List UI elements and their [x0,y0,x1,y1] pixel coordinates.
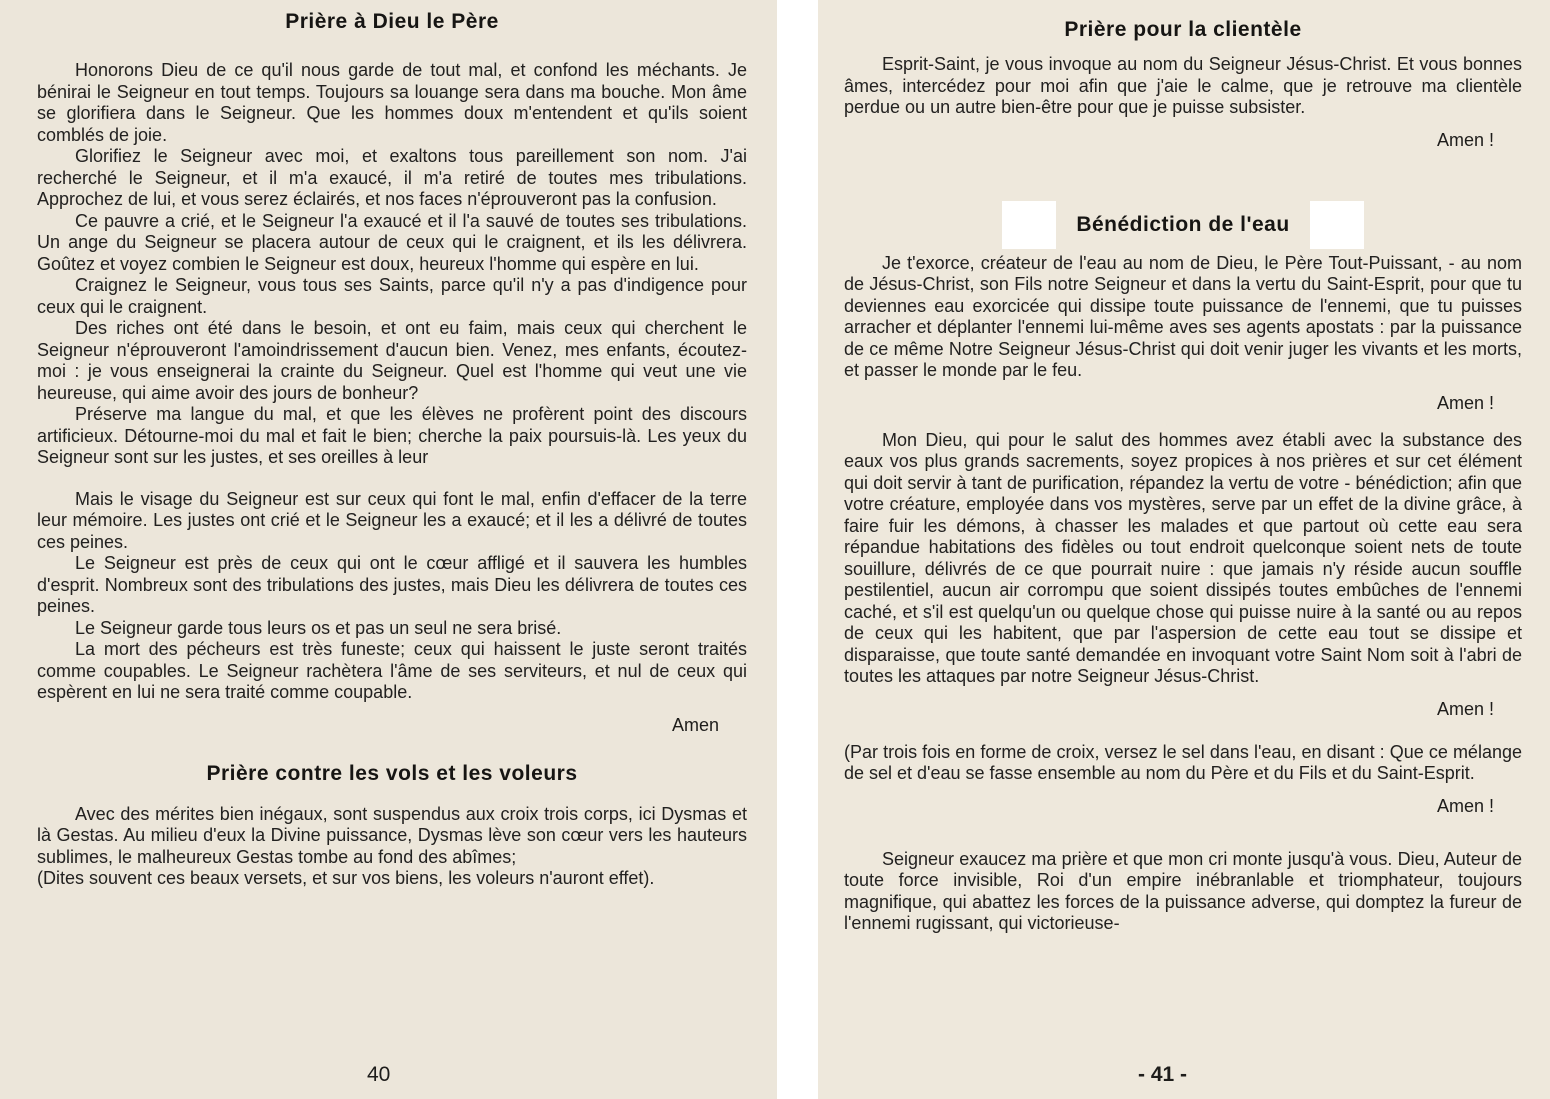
page-gutter [777,0,818,1099]
amen-label: Amen ! [1436,698,1494,719]
redaction-box [1310,201,1364,249]
paragraph: Préserve ma langue du mal, et que les élèves ne profèrent point des discours artificieux. Détourne-moi du mal et fait le bien; cherche la paix poursuis-là. Les yeux du Seigneur sont sur les justes, et ses oreilles à leur [37,404,747,467]
amen-label: Amen [671,714,719,735]
paragraph: Honorons Dieu de ce qu'il nous garde de tout mal, et confond les méchants. Je bénirai le Seigneur en tout temps. Toujours sa louange sera dans ma bouche. Mon âme se glorifiera dans le Seigneur. Que les hommes doux m'entendent et qu'ils soient comblés de joie. [37,60,747,145]
redaction-box [1002,201,1056,249]
paragraph: (Par trois fois en forme de croix, versez le sel dans l'eau, en disant : Que ce mélange de sel et d'eau se fasse ensemble au nom du Père et du Fils et du Saint-Esprit. [844,741,1522,783]
paragraph: Glorifiez le Seigneur avec moi, et exaltons tous pareillement son nom. J'ai recherché le Seigneur, et il m'a exaucé, il m'a retiré de toutes mes tribulations. Approchez de lui, et vous serez éclairés, et nos faces n'éprouveront pas la confusion. [37,146,747,209]
paragraph: La mort des pécheurs est très funeste; ceux qui haissent le juste seront traités comme coupables. Le Seigneur rachètera l'âme de ses serviteurs, et nul de ceux qui espèrent en lui ne sera traité comme coupable. [37,639,747,702]
paragraph: Seigneur exaucez ma prière et que mon cri monte jusqu'à vous. Dieu, Auteur de toute force invisible, Roi d'un empire inébranlable et triomphateur, toujours magnifique, qui abattez les forces de la puissance adverse, qui domptez la fureur de l'ennemi rugissant, qui victorieuse- [844,848,1522,933]
page-title: Prière à Dieu le Père [285,10,499,33]
paragraph: Esprit-Saint, je vous invoque au nom du Seigneur Jésus-Christ. Et vous bonnes âmes, intercédez pour moi afin que j'aie le calme, que je retrouve ma clientèle perdue ou un autre bien-être pour que je puisse subsister. [844,54,1522,117]
amen-label: Amen ! [1436,129,1494,150]
paragraph: Avec des mérites bien inégaux, sont suspendus aux croix trois corps, ici Dysmas et là Gestas. Au milieu d'eux la Divine puissance, Dysmas lève son cœur vers les hauteurs sublimes, le malheureux Gestas tombe au fond des abîmes; [37,803,747,867]
page-title: Prière pour la clientèle [1064,18,1302,41]
paragraph: Je t'exorce, créateur de l'eau au nom de Dieu, le Père Tout-Puissant, - au nom de Jésus-Christ, son Fils notre Seigneur et dans la vertu du Saint-Esprit, pour que tu deviennes eau exorcicée qui dissipe toute puissance de l'ennemi, que tu puisses arracher et déplanter l'ennemi lui-même aves ses agents apostats : par la puissance de ce même Notre Seigneur Jésus-Christ qui doit venir juger les vivants et les morts, et passer le monde par le feu. [844,252,1522,380]
paragraph: Craignez le Seigneur, vous tous ses Saints, parce qu'il n'y a pas d'indigence pour ceux qui le craignent. [37,275,747,317]
paragraph: Des riches ont été dans le besoin, et ont eu faim, mais ceux qui cherchent le Seigneur n'éprouveront l'amoindrissement d'aucun bien. Venez, mes enfants, écoutez-moi : je vous enseignerai la crainte du Seigneur. Quel est l'homme qui veut une vie heureuse, qui aime avoir des jours de bonheur? [37,318,747,403]
amen-label: Amen ! [1436,392,1494,413]
paragraph: Le Seigneur est près de ceux qui ont le cœur affligé et il sauvera les humbles d'esprit. Nombreux sont des tribulations des justes, mais Dieu les délivrera de toutes ces peines. [37,553,747,616]
paragraph: Le Seigneur garde tous leurs os et pas un seul ne sera brisé. [75,617,562,638]
page-number: 40 [367,1063,391,1086]
paragraph: (Dites souvent ces beaux versets, et sur vos biens, les voleurs n'auront effet). [37,868,655,888]
section-heading [844,201,1522,249]
right-page [818,0,1550,1099]
paragraph: Ce pauvre a crié, et le Seigneur l'a exaucé et il l'a sauvé de toutes ses tribulations. Un ange du Seigneur se placera autour de ceux qui le craignent, et ils les délivrera. Goûtez et voyez combien le Seigneur est doux, heureux l'homme qui espère en lui. [37,210,747,274]
section-title: Prière contre les vols et les voleurs [206,761,578,785]
amen-label: Amen ! [1436,795,1494,816]
paragraph: Mais le visage du Seigneur est sur ceux qui font le mal, enfin d'effacer de la terre leur mémoire. Les justes ont crié et le Seigneur les a exaucé; et il les a délivré de toutes ces peines. [37,488,747,552]
paragraph: Mon Dieu, qui pour le salut des hommes avez établi avec la substance des eaux vos plus grands sacrements, soyez propices à nos prières et sur cet élément qui doit servir à tant de purification, répandez la vertu de votre - bénédiction; afin que votre créature, employée dans vos mystères, serve par un effet de la divine grâce, à faire fuir les démons, à chasser les malades et que partout où cette eau sera répandue habitations des fidèles ou tout endroit quelconque soient nets de toute souillure, délivrés de ce que pourrait nuire : que jamais n'y réside aucun souffle pestilentiel, aucun air corrompu que soient dissipés toutes embûches de l'ennemi caché, et s'il est quelqu'un ou quelque chose qui puisse nuire à la santé ou au repos de ceux qui les habitent, que par l'aspersion de cette eau tout se dissipe et disparaisse, que toute santé demandée en invoquant votre Saint Nom soit à l'abri de toutes les attaques par notre Seigneur Jésus-Christ. [844,429,1522,686]
section-title: Bénédiction de l'eau [1076,212,1290,236]
page-number: - 41 - [1138,1063,1188,1086]
